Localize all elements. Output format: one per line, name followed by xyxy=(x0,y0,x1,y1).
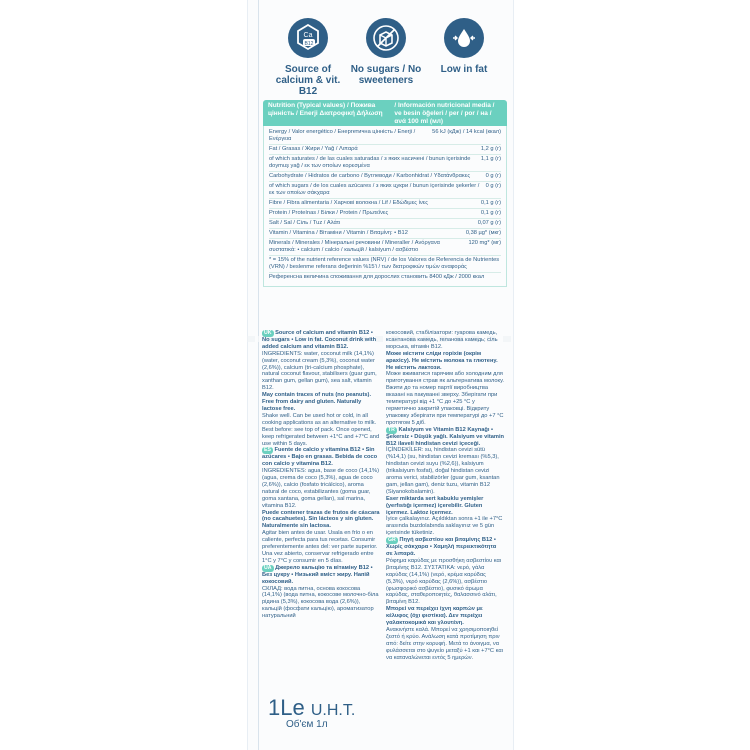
row-label: Energy / Valor energético / Енергетична цінність / Enerji / Ενέργεια xyxy=(269,129,416,142)
volume-subtitle: Об'єм 1л xyxy=(286,719,328,730)
paragraph xyxy=(386,427,504,448)
table-row xyxy=(269,145,501,155)
language-badge: GR xyxy=(388,537,396,544)
language-badge: ES xyxy=(264,447,271,454)
table-row xyxy=(269,219,501,229)
row-label: Референсна величина споживання для дорослих становить 8400 кДж / 2000 ккал xyxy=(269,274,485,280)
low-fat-drop-icon xyxy=(444,18,484,58)
estimated-sign: e xyxy=(292,695,305,720)
paragraph-text: Джерело кальцію та вітаміну B12 • Без цукру • Низький вміст жиру. Напій кокосовий. xyxy=(262,564,373,585)
language-badge: UA xyxy=(264,564,272,571)
paragraph: Puede contener trazas de frutos de cáscara (no cacahuetes). Sin lácteos y sin gluten. Naturalmente sin lactosa. xyxy=(262,509,380,530)
row-label: Vitamin / Vitamina / Вітаміни / Vitamin / Βιταμίνη: • B12 xyxy=(269,230,408,236)
row-label: of which sugars / de los cuales azúcares / з яких цукри / bunun içerisinde şekerler / εκ των οποίων σάκχαρα xyxy=(269,183,480,196)
paragraph: May contain traces of nuts (no peanuts). Free from dairy and gluten. Naturally lactose free. xyxy=(262,392,372,412)
row-value: 1,1 g (г) xyxy=(480,156,501,162)
text-column-right xyxy=(386,330,504,662)
paragraph: Ανακινήστε καλά. Μπορεί να χρησιμοποιηθεί ζεστό ή κρύο. Ανάλωση κατά προτίμηση πριν από: δείτε στην κορυφή. Μετά το άνοιγμα, να φυλάσσεται στο ψυγείο μεταξύ +1 και +7°C και να καταναλώνεται εντός 5 ημερών. xyxy=(386,626,503,661)
row-label: of which saturates / de las cuales saturadas / з яких насичені / bunun içerisinde doymuş yağ / εκ των οποίων κορεσμένα xyxy=(269,156,471,169)
nutrition-table xyxy=(263,100,507,330)
row-value: 0,1 g (г) xyxy=(480,210,501,216)
paragraph-text: Πηγή ασβεστίου και βιταμίνης B12 • Χωρίς σάκχαρα • Χαμηλή περιεκτικότητα σε λιπαρά. xyxy=(386,537,497,557)
claim-label: Low in fat xyxy=(440,64,488,75)
paragraph: İÇİNDEKİLER: su, hindistan cevizi sütü (%14,1) (su, hindistan cevizi kreması (%5,3), hindistan cevizi suyu (%2,6)), kalsiyum (trikalsiyum fosfat), doğal hindistan cevizi aroma verici, stabilizörler (guar gum, ksantan gam, jellan gam), deniz tuzu, vitamin B12 (Siyanokobalamin). xyxy=(386,447,500,495)
paragraph: кокосовий, стабілізатори: гуарова камедь, ксантанова камедь, геланова камедь; сіль морська, вітамін B12. xyxy=(386,330,498,350)
table-row xyxy=(269,239,501,256)
paragraph-text: Kalsiyum ve Vitamin B12 Kaynağı • Şekersiz • Düşük yağlı. Kalsiyum ve vitamin B12 ilaveli hindistan cevizi içeceği. xyxy=(386,426,505,447)
row-label: Minerals / Minerales / Мінеральні речовини / Mineraller / Ανόργανα συστατικά: • calcium / calcio / кальцій / kalsiyum / ασβέστιο xyxy=(269,240,440,253)
table-row xyxy=(269,229,501,239)
header-left: Nutrition (Typical values) / Пожива цінність / Enerji Διατροφική Δήλωση xyxy=(268,102,383,117)
table-row xyxy=(269,182,501,199)
row-label: Fat / Grasas / Жири / Yağ / Λιπαρά xyxy=(269,146,358,152)
b12-text: B12 xyxy=(304,41,314,47)
table-row xyxy=(269,172,501,182)
claim-calcium xyxy=(270,18,346,97)
volume-amount: 1L xyxy=(268,695,293,720)
row-label: Carbohydrate / Hidratos de carbono / Вуглеводи / Karbonhidrat / Υδατάνθρακες xyxy=(269,173,471,179)
paragraph xyxy=(262,565,380,586)
nutrition-table-body xyxy=(263,126,507,287)
row-value: 120 mg* (мг) xyxy=(468,240,501,246)
no-sugar-icon xyxy=(366,18,406,58)
row-label: Salt / Sal / Сіль / Tuz / Αλάτι xyxy=(269,220,341,226)
row-value: 0,38 µg* (мкг) xyxy=(465,230,501,236)
paragraph xyxy=(262,330,380,351)
table-row xyxy=(269,256,501,273)
paragraph: İyice çalkalayınız. Açıldıktan sonra +1 ile +7°C arasında buzdolabında saklayınız ve 5 gün içerisinde tüketiniz. xyxy=(386,516,503,537)
table-row xyxy=(269,199,501,209)
claims-row xyxy=(270,18,500,96)
row-label: * = 15% of the nutrient reference values (NRV) / de los Valores de Referencia de Nutrientes (VRN) / beslenme referans değerinin %15'i / των διατροφικών τιμών αναφοράς xyxy=(269,257,500,270)
table-row xyxy=(269,209,501,219)
carton-edge xyxy=(258,0,259,750)
paragraph: Μπορεί να περιέχει ίχνη καρπών με κέλυφος (όχι φιστίκια). Δεν περιέχει γαλακτοκομικά και γλουτένη. xyxy=(386,606,483,627)
paragraph: Eser miktarda sert kabuklu yemişler (yerfıstığı içermez) içerebilir. Gluten içermez. Laktoz içermez. xyxy=(386,495,484,516)
nutrition-table-header xyxy=(263,100,507,126)
paragraph: Може містити сліди горіхів (окрім арахісу). Не містить молока та глютену. Не містить лактози. xyxy=(386,350,498,371)
row-label: Fibre / Fibra alimentaria / Харчові волокна / Lif / Εδώδιμες ίνες xyxy=(269,200,428,206)
uht-label: U.H.T. xyxy=(310,702,356,719)
paragraph: СКЛАД: вода питна, основа кокосова (14,1%) (вода питна, кокосове молочно-біла рідина (5,3%), кокосова вода (2,6%)), кальцій (фосфати кальцію), ароматизатор натуральний xyxy=(262,585,379,620)
claim-label: No sugars / No sweeteners xyxy=(350,64,422,86)
paragraph: Ρόφημα καρύδας με προσθήκη ασβεστίου και βιταμίνης B12. ΣΥΣΤΑΤΙΚΑ: νερό, γάλα καρύδας (14,1%) (νερό, κρέμα καρύδας (5,3%), νερό καρύδας (2,6%)), ασβέστιο (φωσφορικό ασβέστιο), φυσικό άρωμα καρύδας, σταθεροποιητές, θαλασσινό αλάτι, βιταμίνη B12. xyxy=(386,557,502,606)
ca-text: Ca xyxy=(303,32,313,39)
language-badge: TR xyxy=(388,426,395,433)
claim-low-fat xyxy=(426,18,502,75)
row-label: Protein / Proteínas / Білки / Protein / Πρωτεΐνες xyxy=(269,210,389,216)
table-row xyxy=(269,155,501,172)
paragraph-text: Source of calcium and vitamin B12 • No sugars • Low in fat. Coconut drink with added calcium and vitamin B12. xyxy=(262,330,377,350)
header-right: / Información nutricional media / ve besin öğeleri / per / por / на / ανά 100 ml (мл) xyxy=(394,102,495,125)
row-value: 0 g (г) xyxy=(485,183,501,189)
paragraph xyxy=(386,537,504,558)
row-value: 0,1 g (г) xyxy=(480,200,501,206)
paragraph: INGREDIENTES: agua, base de coco (14,1%) (agua, crema de coco (5,3%), agua de coco (2,6%)), calcio (fosfato tricálcico), aroma natural de coco, estabilizantes (goma guar, goma xantana, goma gellan), sal marina, vitamina B12. xyxy=(262,468,379,509)
row-value: 0 g (г) xyxy=(485,173,501,179)
paragraph xyxy=(262,447,380,468)
paragraph: INGREDIENTS: water, coconut milk (14,1%) (water, coconut cream (5,3%), coconut water (2,6%)), calcium (tri-calcium phosphate), natural coconut flavour, stabilisers (guar gum, xanthan gum, gellan gum), sea salt, vitamin B12. xyxy=(262,350,377,392)
calcium-b12-icon xyxy=(288,18,328,58)
row-value: 56 kJ (кДж) / 14 kcal (ккал) xyxy=(432,129,501,135)
paragraph: Може вживатися гарячим або холодним для приготування страв як альтернатива молоку. Вжити до та номер партії виробництва вказані на пакуванні зверху. Зберігати при температурі від +1 °C до +25 °C у герметично закритій упаковці. Відкриту упаковку зберігати при температурі до +7 °C протягом 5 діб. xyxy=(386,371,504,426)
language-badge: UK xyxy=(264,330,272,336)
text-column-left xyxy=(262,330,380,620)
row-value: 1,2 g (г) xyxy=(480,146,501,152)
claim-label: Source of calcium & vit. B12 xyxy=(275,64,341,97)
paragraph-text: Fuente de calcio y vitamina B12 • Sin azúcares • Bajo en grasas. Bebida de coco con calcio y vitamina B12. xyxy=(262,447,378,468)
row-value: 0,07 g (г) xyxy=(477,220,501,226)
claim-no-sugar xyxy=(348,18,424,86)
table-row xyxy=(269,128,501,145)
paragraph: Shake well. Can be used hot or cold, in all cooking applications as an alternative to milk. Best before: see top of pack. Once opened, keep refrigerated between +1°C and +7°C and use within 5 days. xyxy=(262,412,380,447)
paragraph: Agitar bien antes de usar. Usala en frío o en caliente, perfecta para tus recetas. Consumir preferentemente antes del: ver parte superior. Una vez abierto, conservar refrigerado entre 1°C y 7°C y consumir en 5 días. xyxy=(262,530,378,564)
table-row xyxy=(269,273,501,282)
